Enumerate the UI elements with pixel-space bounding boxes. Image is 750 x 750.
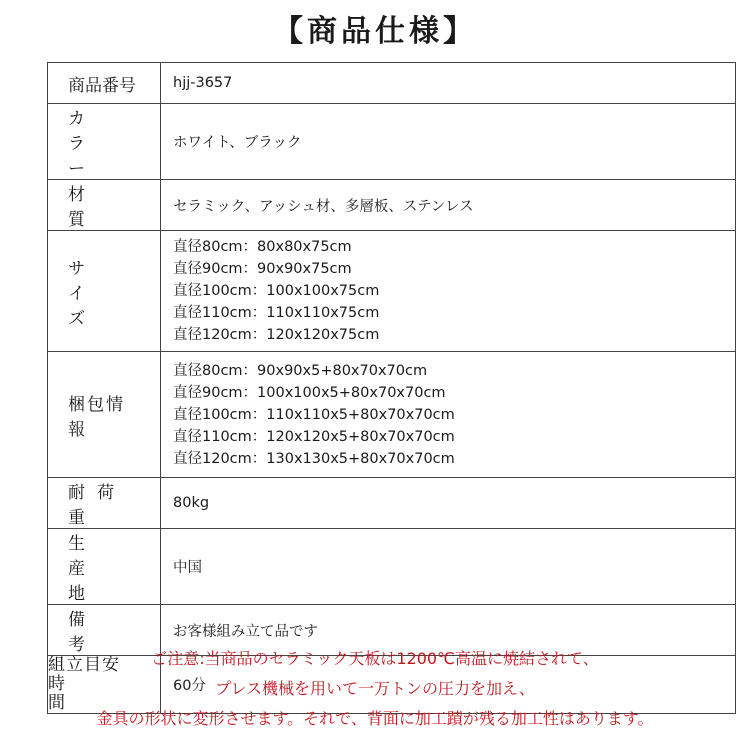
table-row: [48, 478, 736, 529]
note-line: ご注意:当商品のセラミック天板は1200℃高温に焼結されて、: [151, 649, 599, 668]
label-span: 備考: [68, 610, 137, 655]
row-label-size: [48, 231, 161, 352]
row-label-packing-info: [48, 352, 161, 478]
row-value-remarks: お客様組み立て品です: [161, 605, 736, 656]
row-label-material: [48, 180, 161, 231]
label-span: サイズ: [68, 258, 107, 329]
packing-line: 直径80cm：90x90x5+80x70x70cm: [173, 362, 428, 379]
packing-line: 直径100cm：110x110x5+80x70x70cm: [173, 406, 455, 423]
size-line: 直径90cm：90x90x75cm: [173, 261, 352, 277]
packing-line: 直径90cm：100x100x5+80x70x70cm: [173, 384, 446, 401]
label-text: [48, 71, 160, 96]
row-value-size: [161, 231, 736, 352]
size-line: 直径80cm：80x80x75cm: [173, 239, 352, 255]
row-value-color: ホワイト、ブラック: [161, 104, 736, 180]
row-label-color: [48, 104, 161, 180]
row-value-product-number: hjj-3657: [161, 63, 736, 104]
packing-line: 直径120cm：130x130x5+80x70x70cm: [173, 450, 455, 467]
size-line: 直径120cm：120x120x75cm: [173, 327, 380, 343]
packing-line: 直径110cm：120x120x5+80x70x70cm: [173, 428, 455, 445]
note-line: プレス機械を用いて一万トンの圧力を加え、: [215, 679, 535, 698]
spec-table: [47, 62, 736, 714]
table-row: [48, 352, 736, 478]
table-row: [48, 180, 736, 231]
label-span: 梱包情報: [68, 394, 125, 440]
label-text: [48, 180, 160, 230]
row-value-material: セラミック、アッシュ材、多層板、ステンレス: [161, 180, 736, 231]
caution-note: [0, 644, 750, 734]
row-label-load-capacity: [48, 478, 161, 529]
row-value-assembly-time: 60分: [161, 656, 736, 714]
label-span: 生産地: [68, 534, 105, 604]
page-title: 【商品仕様】: [273, 14, 477, 49]
size-line: 直径100cm：100x100x75cm: [173, 283, 380, 299]
label-text: [48, 390, 160, 440]
row-label-product-number: [48, 63, 161, 104]
table-row: [48, 529, 736, 605]
label-text: [48, 529, 160, 604]
label-span: 時間: [48, 674, 105, 713]
label-line-1: 組立目安: [48, 655, 120, 675]
label-text: [48, 104, 160, 179]
note-line: 金具の形状に変形させます。それで、背面に加工蹟が残る加工性はあります。: [96, 709, 654, 728]
table-row: [48, 104, 736, 180]
row-label-origin: [48, 529, 161, 605]
label-span: カラー: [68, 109, 107, 179]
table-row: [48, 231, 736, 352]
row-value-origin: 中国: [161, 529, 736, 605]
label-span: 商品番号: [68, 75, 136, 96]
row-value-packing-info: [161, 352, 736, 478]
row-value-load-capacity: 80kg: [161, 478, 736, 529]
label-text: [48, 478, 160, 528]
table-row: [48, 63, 736, 104]
label-text: [48, 254, 160, 329]
label-span: 耐荷重: [68, 483, 126, 528]
size-line: 直径110cm：110x110x75cm: [173, 305, 380, 321]
label-span: 材質: [68, 185, 137, 230]
